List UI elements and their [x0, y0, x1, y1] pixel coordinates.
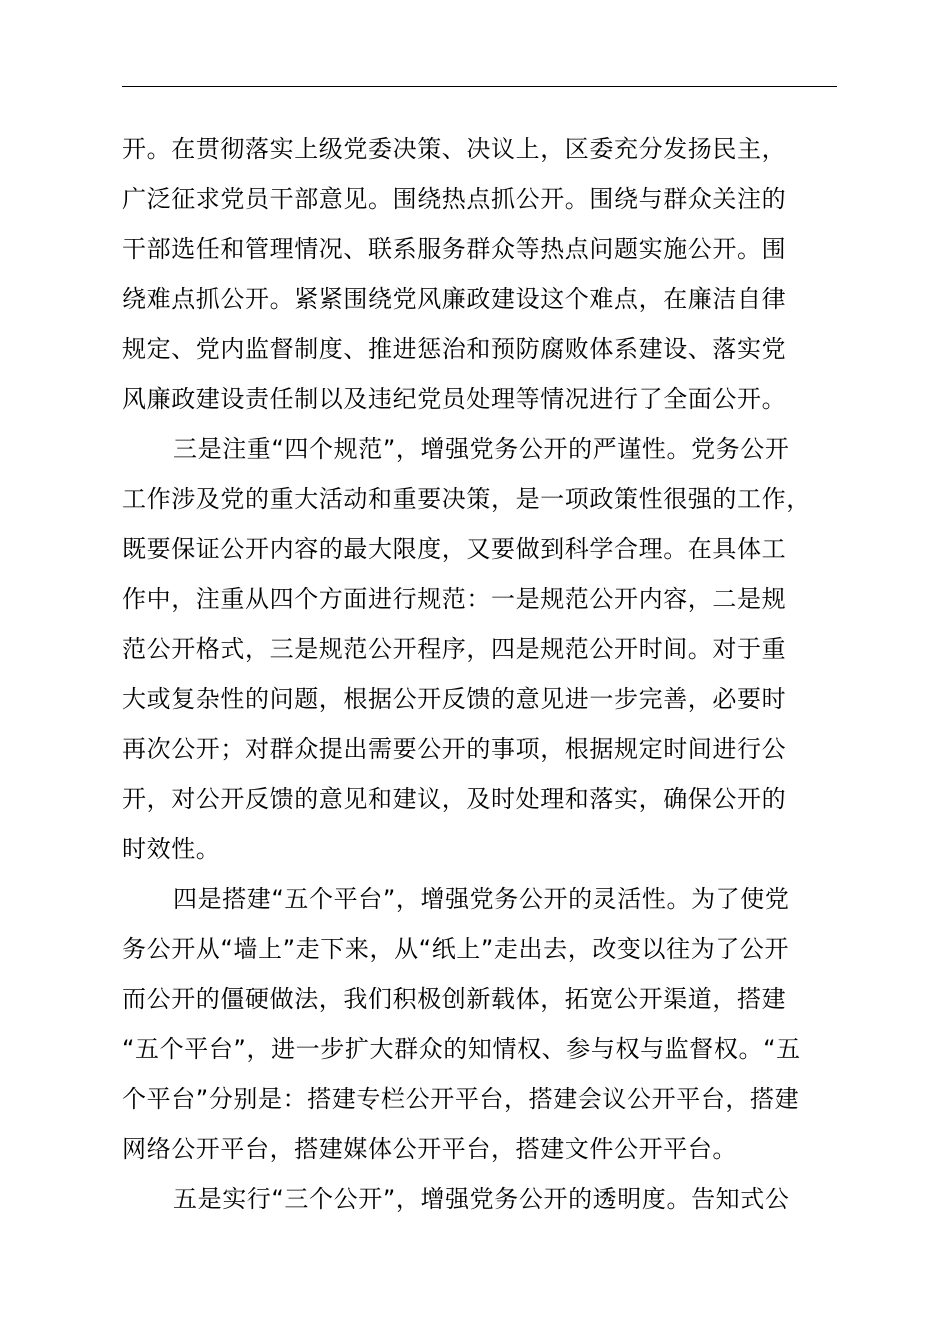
- text-line: 大或复杂性的问题，根据公开反馈的意见进一步完善，必要时: [122, 685, 787, 713]
- text-line: 范公开格式，三是规范公开程序，四是规范公开时间。对于重: [122, 635, 787, 663]
- text-line: 作中，注重从四个方面进行规范：一是规范公开内容，二是规: [122, 585, 787, 613]
- text-line: 干部选任和管理情况、联系服务群众等热点问题实施公开。围: [122, 235, 787, 263]
- header-rule: [122, 86, 837, 87]
- paragraph-first-line: 三是注重“四个规范”，增强党务公开的严谨性。党务公开: [173, 435, 790, 463]
- text-line: 绕难点抓公开。紧紧围绕党风廉政建设这个难点，在廉洁自律: [122, 285, 787, 313]
- text-line: 再次公开；对群众提出需要公开的事项，根据规定时间进行公: [122, 735, 787, 763]
- paragraph-first-line: 四是搭建“五个平台”，增强党务公开的灵活性。为了使党: [173, 885, 790, 913]
- text-line: 时效性。: [122, 835, 221, 863]
- text-line: 而公开的僵硬做法，我们积极创新载体，拓宽公开渠道，搭建: [122, 985, 787, 1013]
- text-line: “五个平台”，进一步扩大群众的知情权、参与权与监督权。“五: [122, 1035, 801, 1063]
- text-line: 网络公开平台，搭建媒体公开平台，搭建文件公开平台。: [122, 1135, 737, 1163]
- text-line: 开，对公开反馈的意见和建议，及时处理和落实，确保公开的: [122, 785, 787, 813]
- text-line: 既要保证公开内容的最大限度，又要做到科学合理。在具体工: [122, 535, 787, 563]
- text-line: 广泛征求党员干部意见。围绕热点抓公开。围绕与群众关注的: [122, 185, 787, 213]
- text-line: 风廉政建设责任制以及违纪党员处理等情况进行了全面公开。: [122, 385, 787, 413]
- text-line: 个平台”分别是：搭建专栏公开平台，搭建会议公开平台，搭建: [122, 1085, 800, 1113]
- document-body: [122, 124, 837, 1224]
- text-line: 工作涉及党的重大活动和重要决策，是一项政策性很强的工作，: [122, 485, 811, 513]
- text-line: 务公开从“墙上”走下来，从“纸上”走出去，改变以往为了公开: [122, 935, 790, 963]
- paragraph-first-line: 五是实行“三个公开”，增强党务公开的透明度。告知式公: [173, 1185, 790, 1213]
- text-line: 规定、党内监督制度、推进惩治和预防腐败体系建设、落实党: [122, 335, 787, 363]
- text-line: 开。在贯彻落实上级党委决策、决议上，区委充分发扬民主，: [122, 135, 787, 163]
